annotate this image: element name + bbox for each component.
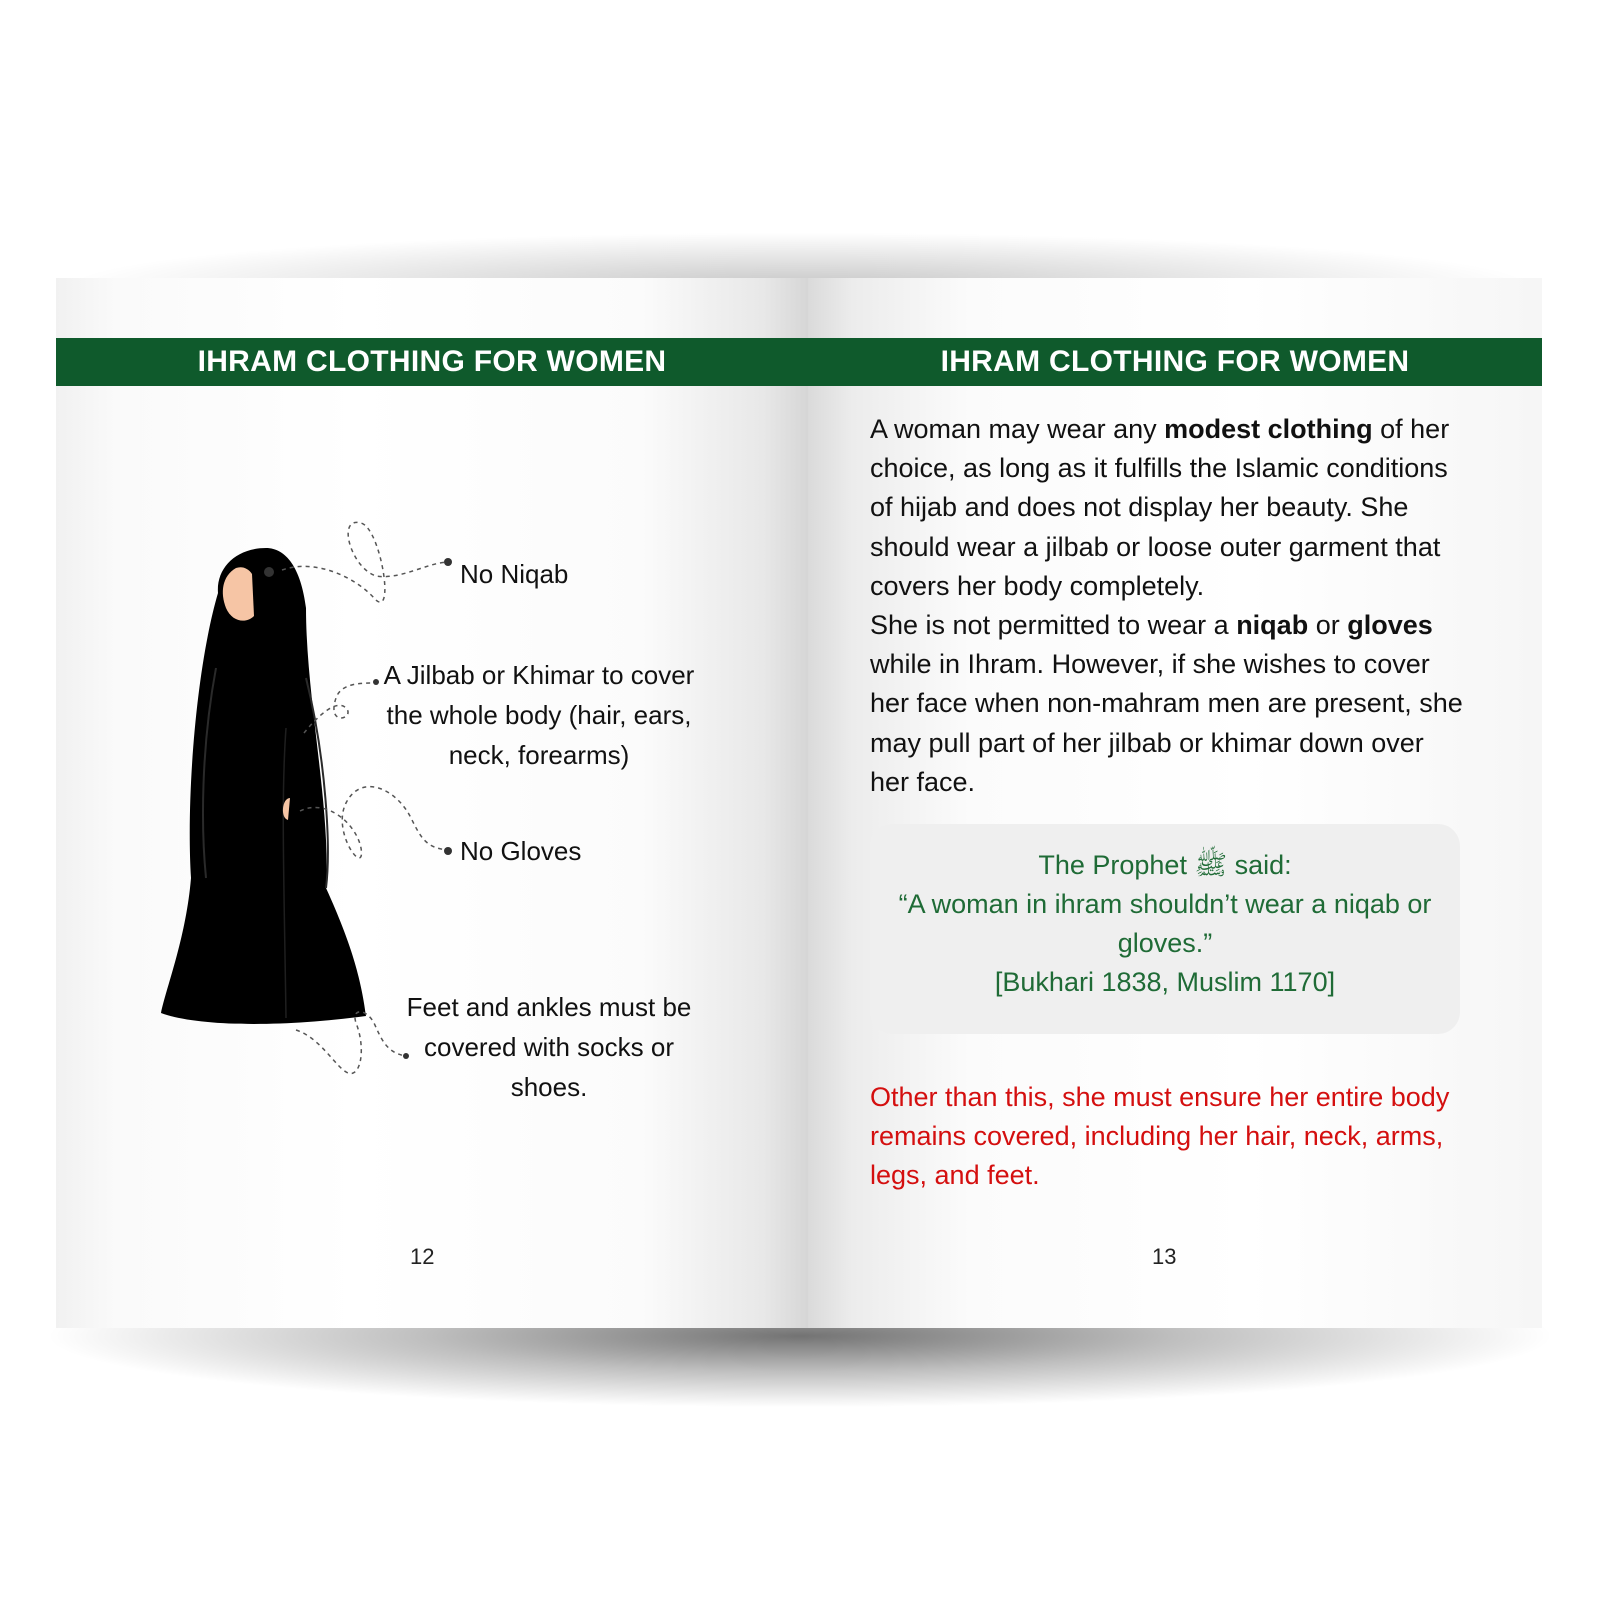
feet-line-3: shoes. <box>510 1072 588 1102</box>
left-page-title: IHRAM CLOTHING FOR WOMEN <box>197 345 667 378</box>
right-page <box>808 278 1542 1328</box>
quote-intro: The Prophet ﷺ said: <box>1038 850 1292 880</box>
feet-label <box>390 987 708 1107</box>
p1-bold-modest-clothing: modest clothing <box>1164 414 1373 444</box>
p2-bold-gloves: gloves <box>1347 610 1433 641</box>
body-text <box>870 410 1470 802</box>
jilbab-label <box>368 655 710 775</box>
p1-before: A woman may wear any <box>870 414 1165 444</box>
feet-line-1: Feet and ankles must be <box>406 992 692 1022</box>
right-page-number: 13 <box>1152 1244 1177 1269</box>
quote-text: “A woman in ihram shouldn’t wear a niqab or gloves.” <box>898 889 1432 958</box>
paragraph-2 <box>870 606 1470 802</box>
feet-line-2: covered with socks or <box>424 1032 674 1062</box>
left-page <box>56 278 808 1328</box>
left-page-title-banner <box>56 338 808 386</box>
p2-part2: or <box>1308 610 1348 641</box>
jilbab-line-1: A Jilbab or Khimar to cover <box>383 660 695 690</box>
jilbab-line-3: neck, forearms) <box>448 740 630 770</box>
right-page-title: IHRAM CLOTHING FOR WOMEN <box>940 345 1410 378</box>
book-bottom-shadow <box>40 1318 1560 1408</box>
jilbab-line-2: the whole body (hair, ears, <box>386 700 692 730</box>
no-niqab-text: No Niqab <box>460 559 569 589</box>
p2-part1: She is not permitted to wear a <box>870 610 1237 641</box>
p1-after: of her choice, as long as it fulfills the Islamic conditions of hijab and does not display her beauty. She should wear a jilbab or loose outer garment that covers her body completely. <box>870 414 1450 601</box>
open-booklet <box>56 278 1542 1328</box>
no-gloves-text: No Gloves <box>460 836 582 866</box>
p2-part3: while in Ihram. However, if she wishes to cover her face when non-mahram men are present, she may pull part of her jilbab or khimar down over her face. <box>870 649 1463 797</box>
hadith-quote-box <box>870 824 1460 1034</box>
paragraph-1 <box>870 410 1470 606</box>
woman-in-jilbab-illustration <box>156 548 376 1028</box>
no-gloves-label <box>460 831 581 871</box>
no-niqab-label <box>460 554 568 594</box>
warning-text: Other than this, she must ensure her entire body remains covered, including her hair, neck, arms, legs, and feet. <box>870 1082 1450 1190</box>
right-page-title-banner <box>808 338 1542 386</box>
p2-bold-niqab: niqab <box>1236 610 1309 641</box>
quote-source: [Bukhari 1838, Muslim 1170] <box>994 967 1336 997</box>
left-page-number: 12 <box>410 1244 435 1269</box>
